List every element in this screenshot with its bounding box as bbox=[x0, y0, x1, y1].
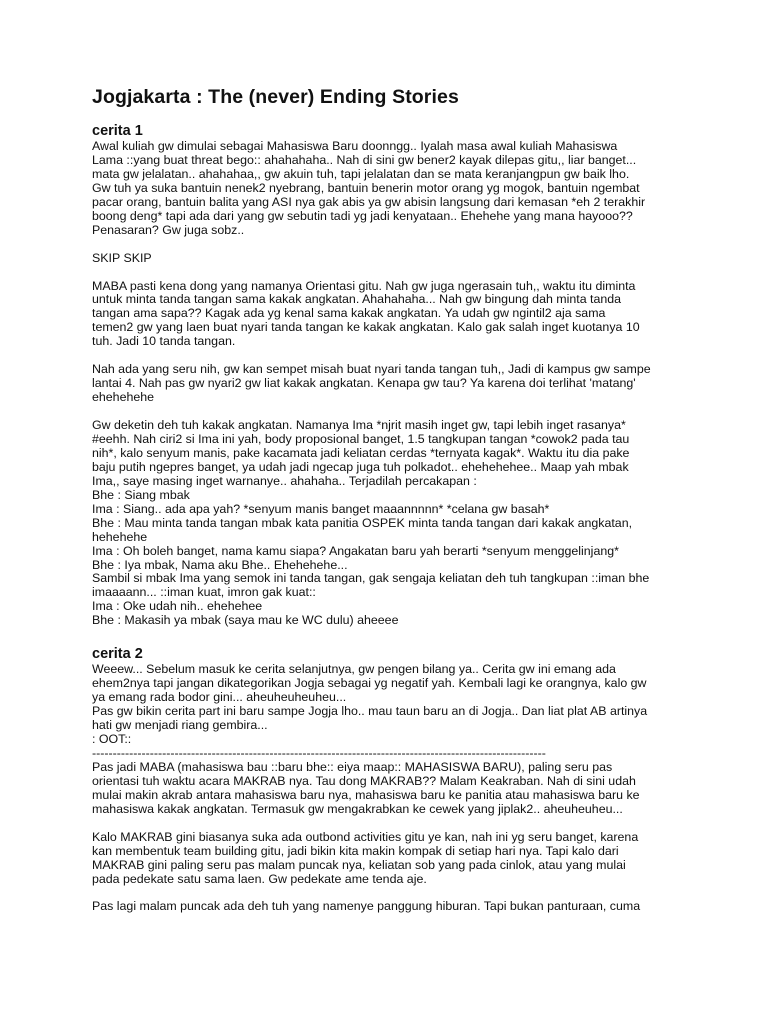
section-body-cerita-1 bbox=[92, 140, 682, 628]
section-heading-cerita-2: cerita 2 bbox=[92, 646, 143, 663]
text-line: ehem2nya tapi jangan dikategorikan Jogja sebagai yg negatif yah. Kembali lagi ke orangnya, kalo gw bbox=[92, 676, 647, 691]
text-line: Pas jadi MABA (mahasiswa bau ::baru bhe:: eiya maap:: MAHASISWA BARU), paling seru pas bbox=[92, 759, 613, 774]
text-line: Pas lagi malam puncak ada deh tuh yang namenye panggung hiburan. Tapi bukan panturaan, cuma bbox=[92, 899, 641, 914]
text-line: : OOT:: bbox=[92, 732, 132, 747]
text-line: orientasi tuh waktu acara MAKRAB nya. Tau dong MAKRAB?? Malam Keakraban. Nah di sini udah bbox=[92, 773, 636, 788]
text-line: Penasaran? Gw juga sobz.. bbox=[92, 222, 245, 237]
document-body bbox=[92, 84, 682, 914]
text-line: pada pedekate satu sama laen. Gw pedekate ame tenda aje. bbox=[92, 871, 427, 886]
dialogue-line: Ima : Oke udah nih.. ehehehee bbox=[92, 599, 263, 614]
text-line: Ima,, saye masing inget warnanye.. ahahaha.. Terjadilah percakapan : bbox=[92, 473, 477, 488]
dialogue-line: Ima : Oh boleh banget, nama kamu siapa? Angakatan baru yah berarti *senyum menggelinjang* bbox=[92, 543, 619, 558]
text-line: baju putih ngepres banget, ya udah jadi ngecap juga tuh polkadot.. ehehehehee.. Maap yah mbak bbox=[92, 459, 629, 474]
text-line: Gw deketin deh tuh kakak angkatan. Namanya Ima *njrit masih inget gw, tapi lebih inget rasanya* bbox=[92, 418, 626, 432]
text-line: MABA pasti kena dong yang namanya Orientasi gitu. Nah gw juga ngerasain tuh,, waktu itu diminta bbox=[92, 278, 636, 293]
text-line: MAKRAB gini paling seru pas malam puncak nya, keliatan sob yang pada cinlok, atau yang mulai bbox=[92, 857, 626, 872]
text-line: Gw tuh ya suka bantuin nenek2 nyebrang, bantuin benerin motor orang yg mogok, bantuin ngembat bbox=[92, 180, 640, 195]
text-line: Kalo MAKRAB gini biasanya suka ada outbond activities gitu ye kan, nah ini yg seru banget, karena bbox=[92, 829, 639, 844]
text-line: Nah ada yang seru nih, gw kan sempet misah buat nyari tanda tangan tuh,, Jadi di kampus gw sampe bbox=[92, 362, 651, 377]
text-line: untuk minta tanda tangan sama kakak angkatan. Ahahahaha... Nah gw bingung dah minta tanda bbox=[92, 292, 622, 307]
dialogue-line: Bhe : Siang mbak bbox=[92, 487, 190, 502]
dialogue-line: Bhe : Makasih ya mbak (saya mau ke WC dulu) aheeee bbox=[92, 613, 399, 628]
text-line: Sambil si mbak Ima yang semok ini tanda tangan, gak sengaja keliatan deh tuh tangkupan ::iman bhe bbox=[92, 571, 650, 586]
text-line: lantai 4. Nah pas gw nyari2 gw liat kakak angkatan. Kenapa gw tau? Ya karena doi terlihat 'matang' bbox=[92, 376, 636, 391]
text-line: Lama ::yang buat threat bego:: ahahahaha.. Nah di sini gw bener2 kayak dilepas gitu,, liar banget... bbox=[92, 152, 637, 167]
text-line: Pas gw bikin cerita part ini baru sampe Jogja lho.. mau taun baru an di Jogja.. Dan liat plat AB artinya bbox=[92, 704, 648, 719]
text-line: pacar orang, bantuin balita yang ASI nya gak abis ya gw abisin langsung dari kemasan *eh 2 terakhir bbox=[92, 194, 646, 209]
text-line: mahasiswa kakak angkatan. Termasuk gw mengakrabkan ke cewek yang jiplak2.. aheuheuheu... bbox=[92, 801, 623, 816]
text-line: mulai makin akrab antara mahasiswa baru nya, mahasiswa baru ke panitia atau mahasiswa baru ke bbox=[92, 787, 640, 802]
section-body-cerita-2 bbox=[92, 663, 682, 914]
text-line: imaaaann... ::iman kuat, imron gak kuat:: bbox=[92, 585, 316, 600]
text-line: Weeew... Sebelum masuk ke cerita selanjutnya, gw pengen bilang ya.. Cerita gw ini emang ada bbox=[92, 662, 616, 677]
text-line: #eehh. Nah ciri2 si Ima ini yah, body proposional banget, 1.5 tangkupan tangan *cowok2 pada tau bbox=[92, 431, 630, 446]
text-line: ehehehehe bbox=[92, 390, 155, 405]
section-heading-cerita-1: cerita 1 bbox=[92, 123, 143, 139]
text-line: tangan ama sapa?? Kagak ada yg kenal sama kakak angkatan. Ya udah gw ngintil2 aja sama bbox=[92, 306, 606, 321]
text-line: temen2 gw yang laen buat nyari tanda tangan ke kakak angkatan. Kalo gak salah inget kuotanya 10 bbox=[92, 320, 640, 335]
text-line: ya emang rada bodor gini... aheuheuheuheu... bbox=[92, 690, 347, 705]
text-line: boong deng* tapi ada dari yang gw sebutin tadi yg jadi kenyataan.. Ehehehe yang mana hayooo?? bbox=[92, 208, 633, 223]
dialogue-line: Ima : Siang.. ada apa yah? *senyum manis banget maaannnnn* *celana gw basah* bbox=[92, 501, 550, 516]
document-title: Jogjakarta : The (never) Ending Stories bbox=[92, 86, 459, 108]
text-line: Awal kuliah gw dimulai sebagai Mahasiswa Baru doonngg.. Iyalah masa awal kuliah Mahasiswa bbox=[92, 139, 618, 153]
text-line: nih*, kalo senyum manis, pake kacamata jadi keliatan cerdas *ternyata kagak*. Waktu itu dia pake bbox=[92, 445, 630, 460]
text-line: SKIP SKIP bbox=[92, 250, 152, 265]
text-line: mata gw jelalatan.. ahahahaa,, gw akuin tuh, tapi jelalatan dan se mata keranjangpun gw baik lho. bbox=[92, 166, 630, 181]
text-line: tuh. Jadi 10 tanda tangan. bbox=[92, 334, 236, 349]
dialogue-line: Bhe : Iya mbak, Nama aku Bhe.. Ehehehehe... bbox=[92, 557, 348, 572]
dialogue-line: Bhe : Mau minta tanda tangan mbak kata panitia OSPEK minta tanda tangan dari kakak angkatan, bbox=[92, 515, 633, 530]
text-line: hati gw menjadi riang gembira... bbox=[92, 718, 268, 733]
text-line: kan membentuk team building gitu, jadi bikin kita makin kompak di setiap hari nya. Tapi kalo dari bbox=[92, 843, 619, 858]
separator-line: -------------------------------------------------------------------------------------------------------------- bbox=[92, 747, 546, 761]
dialogue-line: hehehehe bbox=[92, 529, 148, 544]
